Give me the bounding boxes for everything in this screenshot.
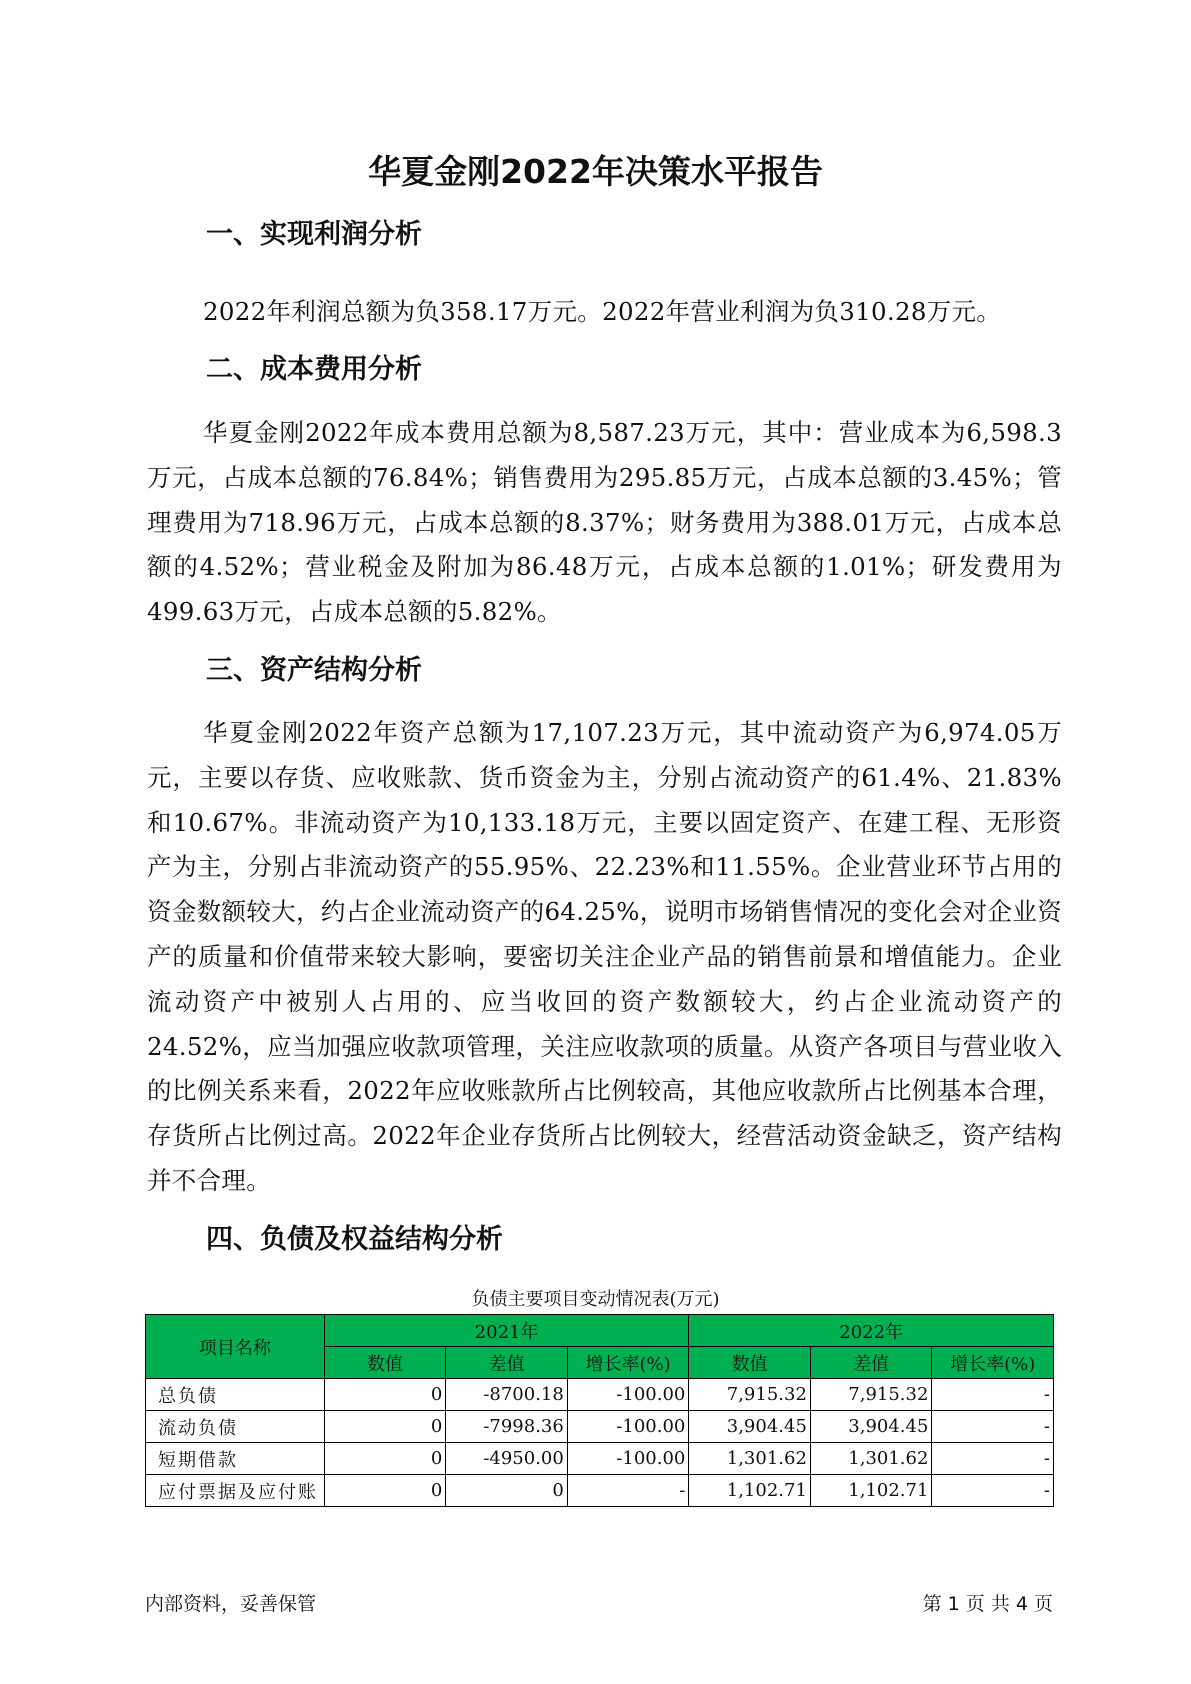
diff-2021: 0 bbox=[446, 1475, 568, 1507]
row-name: 总负债 bbox=[146, 1379, 325, 1411]
value-2022: 7,915.32 bbox=[689, 1379, 811, 1411]
header-item-name: 项目名称 bbox=[146, 1315, 325, 1379]
value-2022: 1,102.71 bbox=[689, 1475, 811, 1507]
growth-2021: - bbox=[567, 1475, 689, 1507]
row-name: 应付票据及应付账 bbox=[146, 1475, 325, 1507]
table-row bbox=[146, 1379, 1054, 1411]
value-2022: 3,904.45 bbox=[689, 1411, 811, 1443]
growth-2021: -100.00 bbox=[567, 1443, 689, 1475]
header-diff-2022: 差值 bbox=[810, 1347, 932, 1379]
diff-2022: 1,102.71 bbox=[810, 1475, 932, 1507]
footer-page-number: 第 1 页 共 4 页 bbox=[922, 1593, 1053, 1615]
growth-2022: - bbox=[932, 1379, 1054, 1411]
footer-confidential-note: 内部资料，妥善保管 bbox=[145, 1593, 317, 1615]
section-heading-cost: 二、成本费用分析 bbox=[206, 354, 422, 385]
growth-2022: - bbox=[932, 1443, 1054, 1475]
value-2022: 1,301.62 bbox=[689, 1443, 811, 1475]
header-value-2021: 数值 bbox=[324, 1347, 446, 1379]
header-diff-2021: 差值 bbox=[446, 1347, 568, 1379]
row-name: 短期借款 bbox=[146, 1443, 325, 1475]
row-name: 流动负债 bbox=[146, 1411, 325, 1443]
table-caption: 负债主要项目变动情况表(万元) bbox=[471, 1289, 720, 1310]
value-2021: 0 bbox=[324, 1379, 446, 1411]
value-2021: 0 bbox=[324, 1475, 446, 1507]
diff-2022: 3,904.45 bbox=[810, 1411, 932, 1443]
document-title: 华夏金刚2022年决策水平报告 bbox=[368, 152, 823, 191]
value-2021: 0 bbox=[324, 1411, 446, 1443]
growth-2022: - bbox=[932, 1475, 1054, 1507]
section-text-assets: 华夏金刚2022年资产总额为17,107.23万元，其中流动资产为6,974.05万元，主要以存货、应收账款、货币资金为主，分别占流动资产的61.4%、21.83%和10.67%。非流动资产为10,133.18万元，主要以固定资产、在建工程、无形资产为主，分别占非流动资产的55.95%、22.23%和11.55%。企业营业环节占用的资金数额较大，约占企业流动资产的64.25%，说明市场销售情况的变化会对企业资产的质量和价值带来较大影响，要密切关注企业产品的销售前景和增值能力。企业流动资产中被别人占用的、应当收回的资产数额较大，约占企业流动资产的24.52%，应当加强应收款项管理，关注应收款项的质量。从资产各项目与营业收入的比例关系来看，2022年应收账款所占比例较高，其他应收款所占比例基本合理，存货所占比例过高。2022年企业存货所占比例较大，经营活动资金缺乏，资产结构并不合理。 bbox=[147, 718, 1062, 1195]
section-text-cost: 华夏金刚2022年成本费用总额为8,587.23万元，其中：营业成本为6,598.3万元，占成本总额的76.84%；销售费用为295.85万元，占成本总额的3.45%；管理费用为718.96万元，占成本总额的8.37%；财务费用为388.01万元，占成本总额的4.52%；营业税金及附加为86.48万元，占成本总额的1.01%；研发费用为499.63万元，占成本总额的5.82%。 bbox=[147, 418, 1062, 627]
header-growth-2022: 增长率(%) bbox=[932, 1347, 1054, 1379]
section-heading-profit: 一、实现利润分析 bbox=[206, 219, 422, 250]
header-growth-2021: 增长率(%) bbox=[567, 1347, 689, 1379]
liabilities-table bbox=[145, 1314, 1054, 1507]
diff-2021: -8700.18 bbox=[446, 1379, 568, 1411]
section-text-profit: 2022年利润总额为负358.17万元。2022年营业利润为负310.28万元。 bbox=[203, 297, 1002, 326]
table-row bbox=[146, 1411, 1054, 1443]
diff-2021: -7998.36 bbox=[446, 1411, 568, 1443]
growth-2021: -100.00 bbox=[567, 1379, 689, 1411]
diff-2022: 1,301.62 bbox=[810, 1443, 932, 1475]
header-year-2022: 2022年 bbox=[689, 1315, 1054, 1347]
section-heading-liabilities: 四、负债及权益结构分析 bbox=[206, 1224, 503, 1255]
diff-2021: -4950.00 bbox=[446, 1443, 568, 1475]
header-year-2021: 2021年 bbox=[324, 1315, 689, 1347]
value-2021: 0 bbox=[324, 1443, 446, 1475]
table-row bbox=[146, 1475, 1054, 1507]
table-row bbox=[146, 1443, 1054, 1475]
growth-2021: -100.00 bbox=[567, 1411, 689, 1443]
growth-2022: - bbox=[932, 1411, 1054, 1443]
section-heading-assets: 三、资产结构分析 bbox=[206, 655, 422, 686]
diff-2022: 7,915.32 bbox=[810, 1379, 932, 1411]
header-value-2022: 数值 bbox=[689, 1347, 811, 1379]
